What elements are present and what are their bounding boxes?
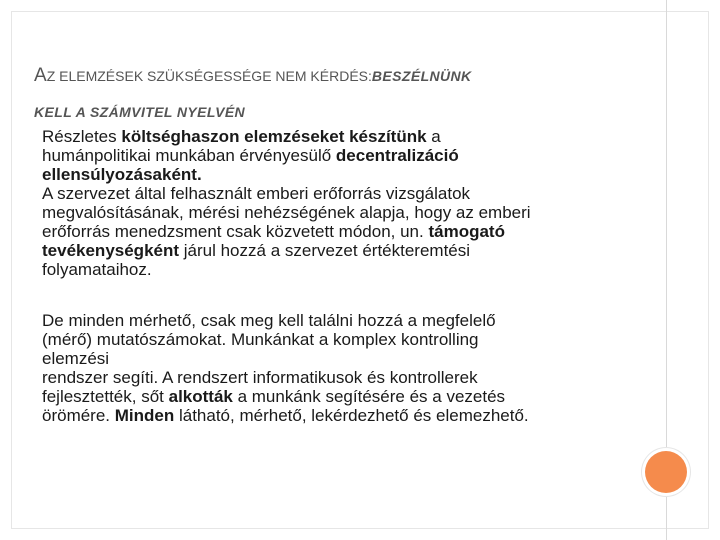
decorative-circle (645, 451, 687, 493)
p2-line-5b: alkották (168, 387, 233, 406)
title-initial: A (34, 65, 47, 86)
p2-line-4: rendszer segíti. A rendszert informatikusok és kontrollerek (42, 368, 478, 387)
p1-line-1a: Részletes (42, 127, 122, 146)
p1-line-7b: járul hozzá a szervezet értékteremtési (179, 241, 471, 260)
p2-line-3: elemzési (42, 349, 110, 368)
p2-line-6b: Minden (114, 406, 175, 425)
p1-line-3: ellensúlyozásaként. (42, 165, 202, 184)
title-smallcaps: Z ELEMZÉSEK SZÜKSÉGESSÉGE NEM KÉRDÉS: (46, 68, 372, 84)
p1-line-8: folyamataihoz. (42, 260, 152, 279)
title-italic-1: BESZÉLNÜNK (371, 68, 472, 84)
paragraph-2 (42, 311, 632, 425)
paragraph-1 (42, 127, 632, 279)
p2-line-6a: örömére. (42, 406, 115, 425)
slide-body (42, 127, 632, 425)
p2-line-5a: fejlesztették, sőt (42, 387, 169, 406)
p1-line-2a: humánpolitikai munkában érvényesülő (42, 146, 336, 165)
p1-line-1c: a (426, 127, 441, 146)
p2-line-2: (mérő) mutatószámokat. Munkánkat a komplex kontrolling (42, 330, 479, 349)
p1-line-4: A szervezet által felhasznált emberi erőforrás vizsgálatok (42, 184, 471, 203)
p2-line-5c: a munkánk segítésére és a vezetés (232, 387, 506, 406)
p1-line-5: megvalósításának, mérési nehézségének alapja, hogy az emberi (42, 203, 531, 222)
slide-title (34, 55, 644, 127)
p2-line-1: De minden mérhető, csak meg kell találni hozzá a megfelelő (42, 311, 496, 330)
p1-line-6a: erőforrás menedzsment csak közvetett módon, un. (42, 222, 429, 241)
p2-line-6c: látható, mérhető, lekérdezhető és elemezhető. (174, 406, 529, 425)
p1-line-6b: támogató (428, 222, 505, 241)
p1-line-1b: költséghaszon elemzéseket készítünk (121, 127, 427, 146)
p1-line-7a: tevékenységként (42, 241, 180, 260)
title-italic-2: KELL A SZÁMVITEL NYELVÉN (34, 104, 246, 120)
p1-line-2b: decentralizáció (335, 146, 459, 165)
